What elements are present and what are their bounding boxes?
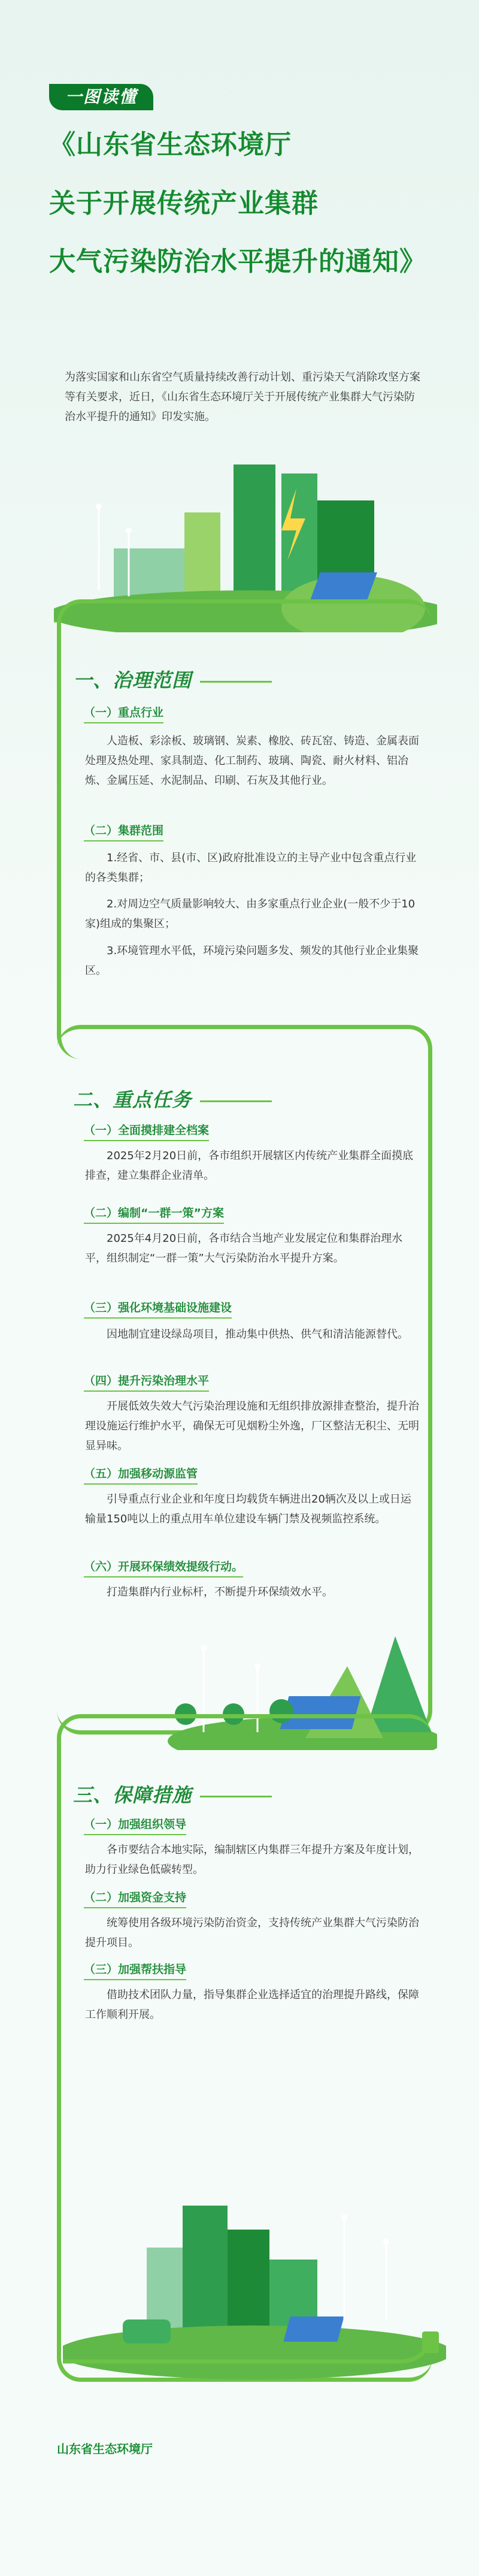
title-line-1: 《山东省生态环境厅 [49, 129, 292, 160]
scope-key-industries-text: 人造板、彩涂板、玻璃钢、炭素、橡胶、砖瓦窑、铸造、金属表面处理及热处理、家具制造、化工制药、玻璃、陶瓷、耐火材料、铝冶炼、金属压延、水泥制品、印刷、石灰及其他行业。 [85, 735, 419, 787]
scope-heading-key-industries: （一）重点行业 [84, 704, 163, 723]
task-text-1: 2025年2月20日前，各市组织开展辖区内传统产业集群全面摸底排查，建立集群企业清单。 [85, 1150, 414, 1182]
section-scope-title [73, 665, 272, 693]
title-underline-decoration [200, 1796, 272, 1797]
task-heading-5: （五）加强移动源监管 [84, 1465, 198, 1485]
safeguard-heading-3: （三）加强帮扶指导 [84, 1961, 186, 1980]
task-text-4: 开展低效失效大气污染治理设施和无组织排放源排查整治，提升治理设施运行维护水平，确保无可见烟粉尘外逸，厂区整洁无积尘、无明显异味。 [85, 1400, 419, 1452]
title-underline-decoration [200, 1100, 272, 1102]
task-text-6: 打造集群内行业标杆，不断提升环保绩效水平。 [107, 1586, 333, 1598]
task-heading-1: （一）全面摸排建全档案 [84, 1122, 209, 1141]
task-heading-6: （六）开展环保绩效提级行动。 [84, 1558, 243, 1577]
scope-heading-cluster-range: （二）集群范围 [84, 822, 163, 841]
task-heading-4: （四）提升污染治理水平 [84, 1373, 209, 1392]
scope-cluster-item-2: 2.对周边空气质量影响较大、由多家重点行业企业(一般不少于10家)组成的集聚区； [85, 898, 416, 930]
section-safeguards-title-text: 三、保障措施 [73, 1784, 192, 1806]
task-heading-3: （三）强化环境基础设施建设 [84, 1299, 232, 1319]
task-heading-2: （二）编制“一群一策”方案 [84, 1205, 224, 1224]
title-line-3: 大气污染防治水平提升的通知》 [49, 246, 426, 277]
task-text-3: 因地制宜建设绿岛项目，推动集中供热、供气和清洁能源替代。 [107, 1328, 408, 1341]
task-text-2: 2025年4月20日前，各市结合当地产业发展定位和集群治理水平，组织制定“一群一策”大气污染防治水平提升方案。 [85, 1232, 403, 1265]
safeguard-heading-1: （一）加强组织领导 [84, 1816, 186, 1835]
safeguard-text-1: 各市要结合本地实际，编制辖区内集群三年提升方案及年度计划，助力行业绿色低碳转型。 [85, 1844, 419, 1876]
city-transport-illustration [63, 2182, 446, 2379]
task-text-5: 引导重点行业企业和年度日均载货车辆进出20辆次及以上或日运输量150吨以上的重点用车单位建设车辆门禁及视频监控系统。 [85, 1493, 411, 1525]
safeguard-text-2: 统筹使用各级环境污染防治资金，支持传统产业集群大气污染防治提升项目。 [85, 1917, 419, 1949]
scope-cluster-item-1: 1.经省、市、县(市、区)政府批准设立的主导产业中包含重点行业的各类集群； [85, 852, 417, 884]
title-underline-decoration [200, 681, 272, 683]
title-line-2: 关于开展传统产业集群 [49, 188, 319, 219]
header-badge: 一图读懂 [49, 84, 153, 110]
intro-paragraph: 为落实国家和山东省空气质量持续改善行动计划、重污染天气消除攻坚方案等有关要求，近日，《山东省生态环境厅关于开展传统产业集群大气污染防治水平提升的通知》印发实施。 [65, 371, 420, 423]
section-safeguards-title [73, 1780, 272, 1808]
footer-organization: 山东省生态环境厅 [57, 2442, 153, 2456]
section-scope-title-text: 一、治理范围 [73, 669, 192, 692]
scope-cluster-item-3: 3.环境管理水平低，环境污染问题多发、频发的其他行业企业集聚区。 [85, 945, 419, 977]
safeguard-text-3: 借助技术团队力量，指导集群企业选择适宜的治理提升路线，保障工作顺利开展。 [85, 1989, 419, 2021]
section-tasks-title [73, 1085, 272, 1112]
section-tasks-title-text: 二、重点任务 [73, 1088, 192, 1111]
safeguard-heading-2: （二）加强资金支持 [84, 1889, 186, 1908]
